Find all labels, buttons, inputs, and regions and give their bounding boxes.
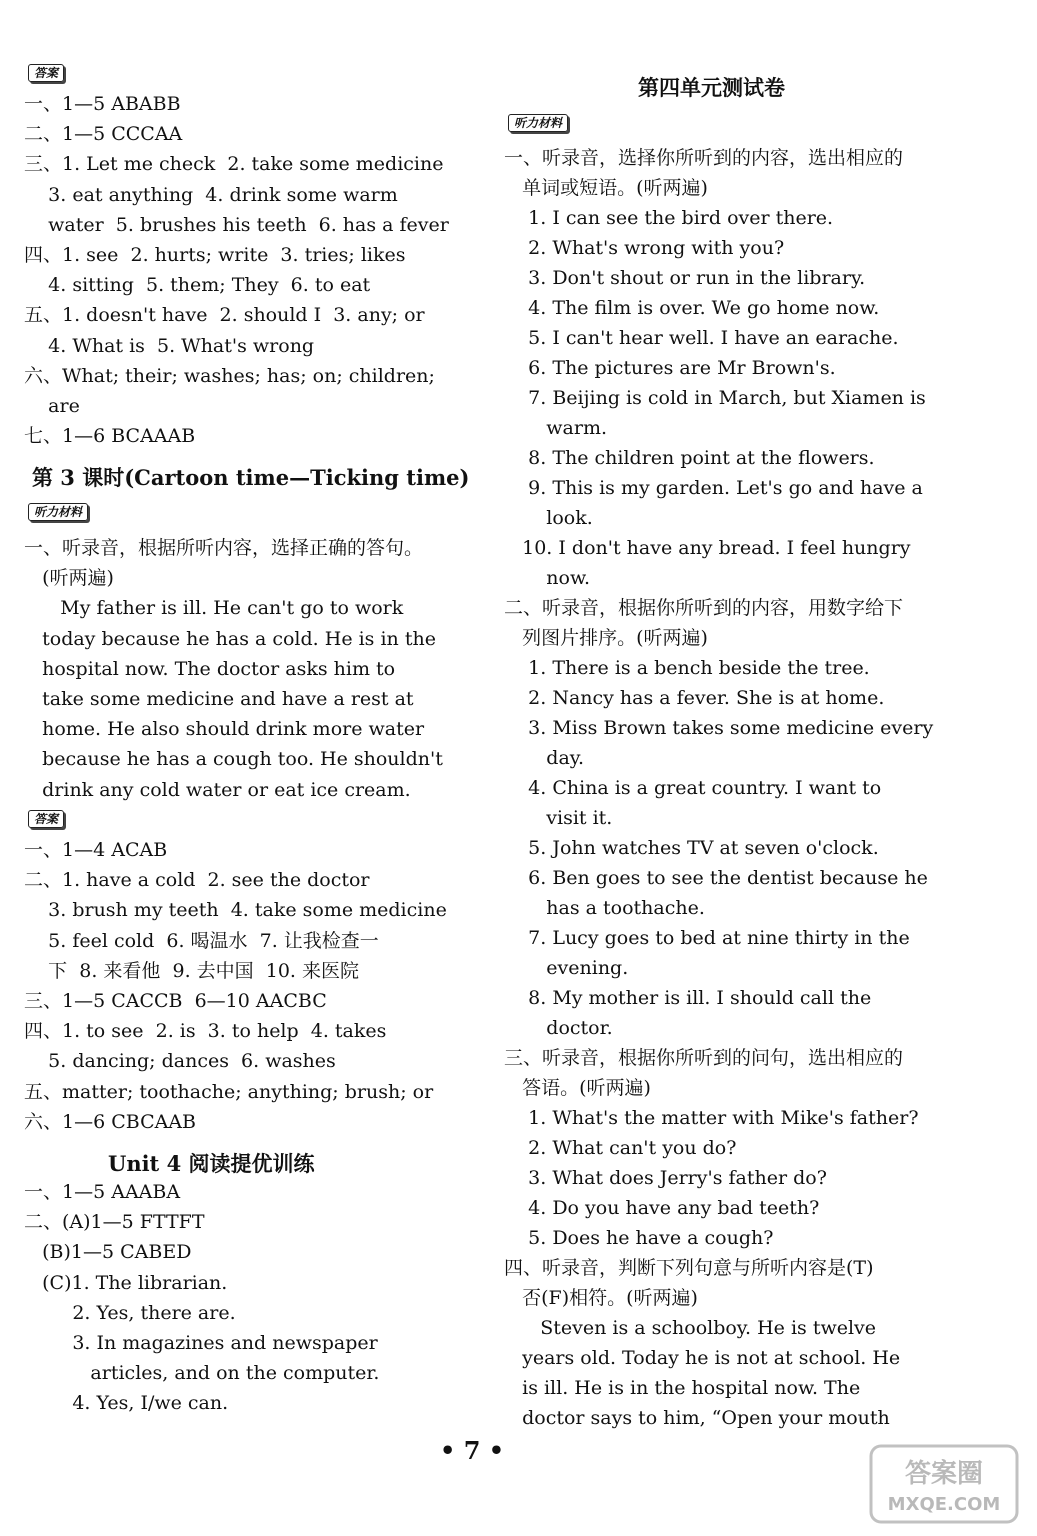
text-line: 2. What can't you do? bbox=[504, 1137, 737, 1159]
text-line: 7. Beijing is cold in March, but Xiamen is bbox=[504, 387, 926, 409]
text-line: 4. The film is over. We go home now. bbox=[504, 297, 880, 319]
text-line: 四、1. see 2. hurts; write 3. tries; likes bbox=[24, 244, 406, 266]
text-line: 五、matter; toothache; anything; brush; or bbox=[24, 1080, 434, 1103]
text-line: articles, and on the computer. bbox=[24, 1362, 380, 1385]
svg-text:答案圈: 答案圈 bbox=[904, 1459, 984, 1489]
text-line: 二、1—5 CCCAA bbox=[24, 123, 183, 146]
text-line: 七、1—6 BCAAAB bbox=[24, 425, 196, 448]
text-line: evening. bbox=[504, 957, 629, 979]
text-line: 4. sitting 5. them; They 6. to eat bbox=[24, 274, 371, 297]
text-line: (听两遍) bbox=[24, 567, 114, 590]
text-line: 1. There is a bench beside the tree. bbox=[504, 657, 870, 679]
text-line: My father is ill. He can't go to work bbox=[24, 597, 404, 620]
text-line: 4. China is a great country. I want to bbox=[504, 777, 882, 799]
text-line: (C)1. The librarian. bbox=[24, 1271, 228, 1294]
text-line: 五、1. doesn't have 2. should I 3. any; or bbox=[24, 304, 425, 327]
text-line: 一、1—5 ABABB bbox=[24, 93, 181, 115]
text-line: 3. brush my teeth 4. take some medicine bbox=[24, 899, 447, 922]
text-line: has a toothache. bbox=[504, 897, 705, 919]
text-line: now. bbox=[504, 567, 591, 589]
svg-text:MXQE.COM: MXQE.COM bbox=[887, 1494, 1001, 1515]
text-line: are bbox=[24, 395, 80, 417]
text-line: 单词或短语。(听两遍) bbox=[504, 177, 708, 199]
text-line: 3. Miss Brown takes some medicine every bbox=[504, 717, 934, 739]
text-line: 10. I don't have any bread. I feel hungry bbox=[504, 537, 911, 559]
text-line: 一、听录音，选择你所听到的内容，选出相应的 bbox=[504, 147, 904, 169]
answer-tag-2: 答案 bbox=[28, 810, 64, 828]
text-line: 列图片排序。(听两遍) bbox=[504, 627, 708, 649]
text-line: visit it. bbox=[504, 807, 613, 829]
text-line: warm. bbox=[504, 417, 608, 439]
text-line: doctor says to him, “Open your mouth bbox=[504, 1407, 890, 1429]
text-line: 5. John watches TV at seven o'clock. bbox=[504, 837, 879, 859]
text-line: 3. Don't shout or run in the library. bbox=[504, 267, 866, 289]
text-line: 6. The pictures are Mr Brown's. bbox=[504, 357, 836, 379]
unit-heading: Unit 4 阅读提优训练 bbox=[108, 1151, 315, 1176]
text-line: 二、听录音，根据你所听到的内容，用数字给下 bbox=[504, 597, 904, 619]
text-line: 6. Ben goes to see the dentist because he bbox=[504, 867, 928, 889]
text-line: because he has a cough too. He shouldn't bbox=[24, 748, 443, 771]
text-line: 3. eat anything 4. drink some warm bbox=[24, 183, 398, 206]
text-line: (B)1—5 CABED bbox=[24, 1241, 192, 1264]
text-line: take some medicine and have a rest at bbox=[24, 688, 414, 710]
text-line: 二、(A)1—5 FTTFT bbox=[24, 1211, 205, 1234]
text-line: 三、1. Let me check 2. take some medicine bbox=[24, 153, 444, 176]
listening-tag: 听力材料 bbox=[28, 503, 88, 521]
text-line: 4. Yes, I/we can. bbox=[24, 1392, 229, 1415]
text-line: home. He also should drink more water bbox=[24, 718, 425, 741]
text-line: 8. The children point at the flowers. bbox=[504, 447, 875, 469]
text-line: is ill. He is in the hospital now. The bbox=[504, 1377, 861, 1399]
watermark-logo bbox=[869, 1444, 1019, 1528]
text-line: 5. Does he have a cough? bbox=[504, 1227, 774, 1249]
text-line: 下 8. 来看他 9. 去中国 10. 来医院 bbox=[24, 959, 359, 982]
text-line: 六、1—6 CBCAAB bbox=[24, 1110, 197, 1133]
test-title: 第四单元测试卷 bbox=[638, 75, 785, 100]
text-line: look. bbox=[504, 507, 593, 529]
text-line: 5. dancing; dances 6. washes bbox=[24, 1050, 336, 1073]
lesson-heading: 第 3 课时(Cartoon time—Ticking time) bbox=[32, 465, 470, 490]
text-line: Steven is a schoolboy. He is twelve bbox=[504, 1317, 877, 1339]
text-line: 1. What's the matter with Mike's father? bbox=[504, 1107, 919, 1129]
text-line: 四、1. to see 2. is 3. to help 4. takes bbox=[24, 1020, 387, 1043]
text-line: years old. Today he is not at school. He bbox=[504, 1347, 901, 1369]
text-line: 4. Do you have any bad teeth? bbox=[504, 1197, 820, 1219]
text-line: 一、1—5 AAABA bbox=[24, 1181, 181, 1203]
text-line: 二、1. have a cold 2. see the doctor bbox=[24, 869, 370, 892]
text-line: water 5. brushes his teeth 6. has a fever bbox=[24, 213, 449, 236]
text-line: 六、What; their; washes; has; on; children; bbox=[24, 364, 435, 387]
text-line: 7. Lucy goes to bed at nine thirty in the bbox=[504, 927, 910, 949]
text-line: 三、1—5 CACCB 6—10 AACBC bbox=[24, 990, 327, 1012]
text-line: 否(F)相符。(听两遍) bbox=[504, 1287, 698, 1309]
text-line: 2. Yes, there are. bbox=[24, 1301, 236, 1324]
page-number: • 7 • bbox=[440, 1436, 505, 1465]
text-line: drink any cold water or eat ice cream. bbox=[24, 778, 411, 801]
text-line: 答语。(听两遍) bbox=[504, 1077, 651, 1099]
listening-tag-right: 听力材料 bbox=[508, 114, 568, 132]
text-line: doctor. bbox=[504, 1017, 613, 1039]
text-line: 3. What does Jerry's father do? bbox=[504, 1167, 827, 1189]
answer-tag: 答案 bbox=[28, 64, 64, 82]
watermark-icon bbox=[869, 1444, 1019, 1524]
text-line: 2. What's wrong with you? bbox=[504, 237, 785, 259]
text-line: 四、听录音，判断下列句意与所听内容是(T) bbox=[504, 1257, 874, 1279]
text-line: 5. I can't hear well. I have an earache. bbox=[504, 327, 899, 349]
text-line: 8. My mother is ill. I should call the bbox=[504, 987, 872, 1009]
text-line: today because he has a cold. He is in the bbox=[24, 627, 436, 650]
text-line: day. bbox=[504, 747, 585, 769]
text-line: 三、听录音，根据你所听到的问句，选出相应的 bbox=[504, 1047, 904, 1069]
text-line: 3. In magazines and newspaper bbox=[24, 1332, 378, 1354]
text-line: 2. Nancy has a fever. She is at home. bbox=[504, 687, 885, 709]
text-line: 一、1—4 ACAB bbox=[24, 839, 168, 861]
text-line: 9. This is my garden. Let's go and have a bbox=[504, 477, 923, 499]
text-line: 5. feel cold 6. 喝温水 7. 让我检查一 bbox=[24, 929, 379, 952]
text-line: 一、听录音，根据所听内容，选择正确的答句。 bbox=[24, 537, 424, 559]
text-line: 1. I can see the bird over there. bbox=[504, 207, 834, 229]
text-line: hospital now. The doctor asks him to bbox=[24, 657, 396, 680]
text-line: 4. What is 5. What's wrong bbox=[24, 334, 315, 357]
